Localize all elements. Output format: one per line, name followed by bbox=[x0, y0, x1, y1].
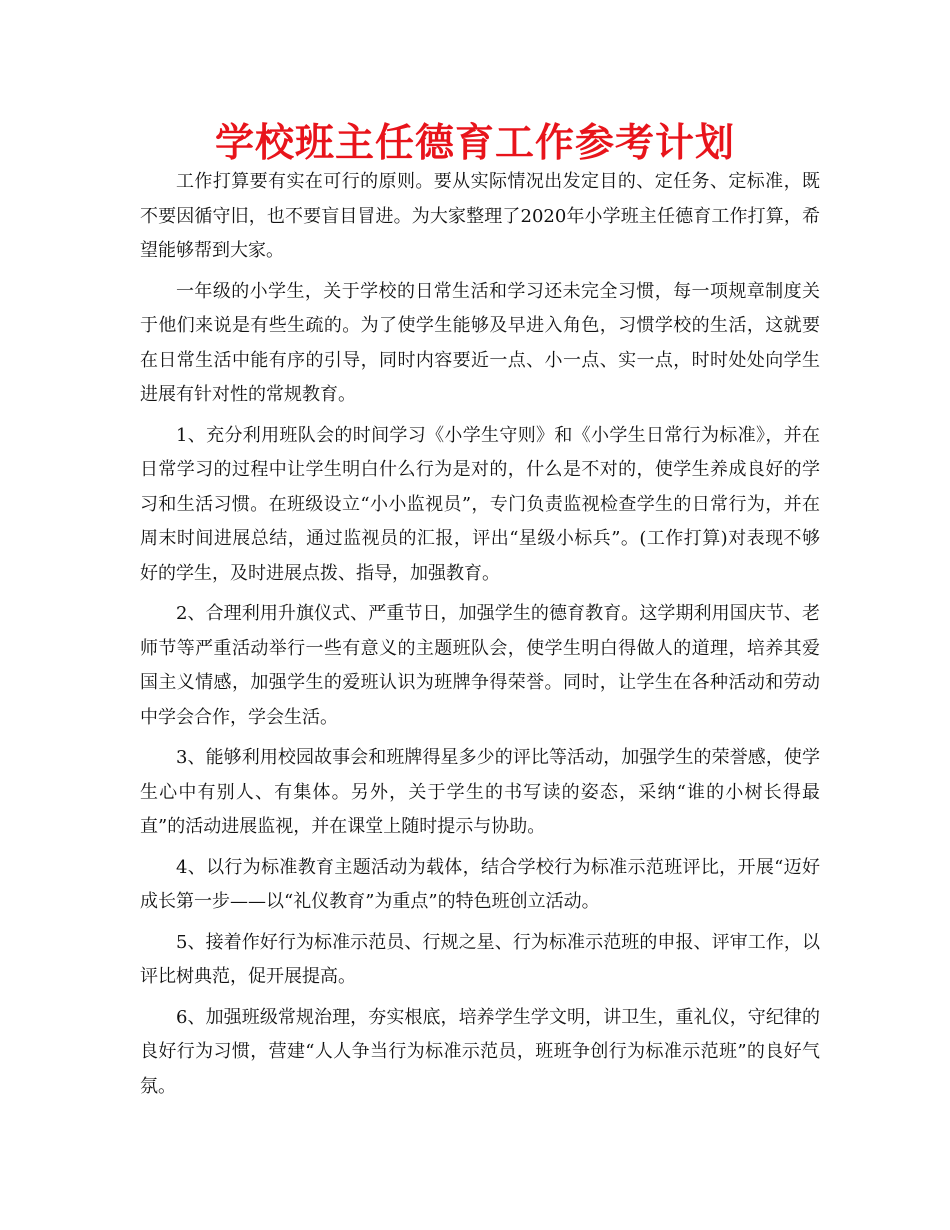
document-body bbox=[140, 165, 820, 1110]
page-title: 学校班主任德育工作参考计划 bbox=[214, 121, 735, 166]
paragraph-item-1: 1、充分利用班队会的时间学习《小学生守则》和《小学生日常行为标准》，并在日常学习的过程中让学生明白什么行为是对的，什么是不对的，使学生养成良好的学习和生活习惯。在班级设立“小小监视员”，专门负责监视检查学生的日常行为，并在周末时间进展总结，通过监视员的汇报，评出“星级小标兵”。(工作打算)对表现不够好的学生，及时进展点拨、指导，加强教育。 bbox=[140, 424, 820, 584]
paragraph-item-6: 6、加强班级常规治理，夯实根底，培养学生学文明，讲卫生，重礼仪，守纪律的良好行为习惯，营建“人人争当行为标准示范员，班班争创行为标准示范班”的良好气氛。 bbox=[140, 1006, 820, 1097]
paragraph-item-4: 4、以行为标准教育主题活动为载体，结合学校行为标准示范班评比，开展“迈好成长第一步——以“礼仪教育”为重点”的特色班创立活动。 bbox=[140, 856, 820, 912]
paragraph-item-3: 3、能够利用校园故事会和班牌得星多少的评比等活动，加强学生的荣誉感，使学生心中有别人、有集体。另外，关于学生的书写读的姿态，采纳“谁的小树长得最直”的活动进展监视，并在课堂上随时提示与协助。 bbox=[140, 747, 820, 837]
paragraph-intro: 工作打算要有实在可行的原则。要从实际情况出发定目的、定任务、定标准，既不要因循守旧，也不要盲目冒进。为大家整理了2020年小学班主任德育工作打算，希望能够帮到大家。 bbox=[140, 171, 820, 261]
paragraph-background: 一年级的小学生，关于学校的日常生活和学习还未完全习惯，每一项规章制度关于他们来说是有些生疏的。为了使学生能够及早进入角色，习惯学校的生活，这就要在日常生活中能有序的引导，同时内容要近一点、小一点、实一点，时时处处向学生进展有针对性的常规教育。 bbox=[140, 280, 820, 405]
paragraph-item-2: 2、合理利用升旗仪式、严重节日，加强学生的德育教育。这学期利用国庆节、老师节等严重活动举行一些有意义的主题班队会，使学生明白得做人的道理，培养其爱国主义情感，加强学生的爱班认识为班牌争得荣誉。同时，让学生在各种活动和劳动中学会合作，学会生活。 bbox=[140, 603, 820, 728]
paragraph-item-5: 5、接着作好行为标准示范员、行规之星、行为标准示范班的申报、评审工作，以评比树典范，促开展提高。 bbox=[140, 931, 820, 987]
